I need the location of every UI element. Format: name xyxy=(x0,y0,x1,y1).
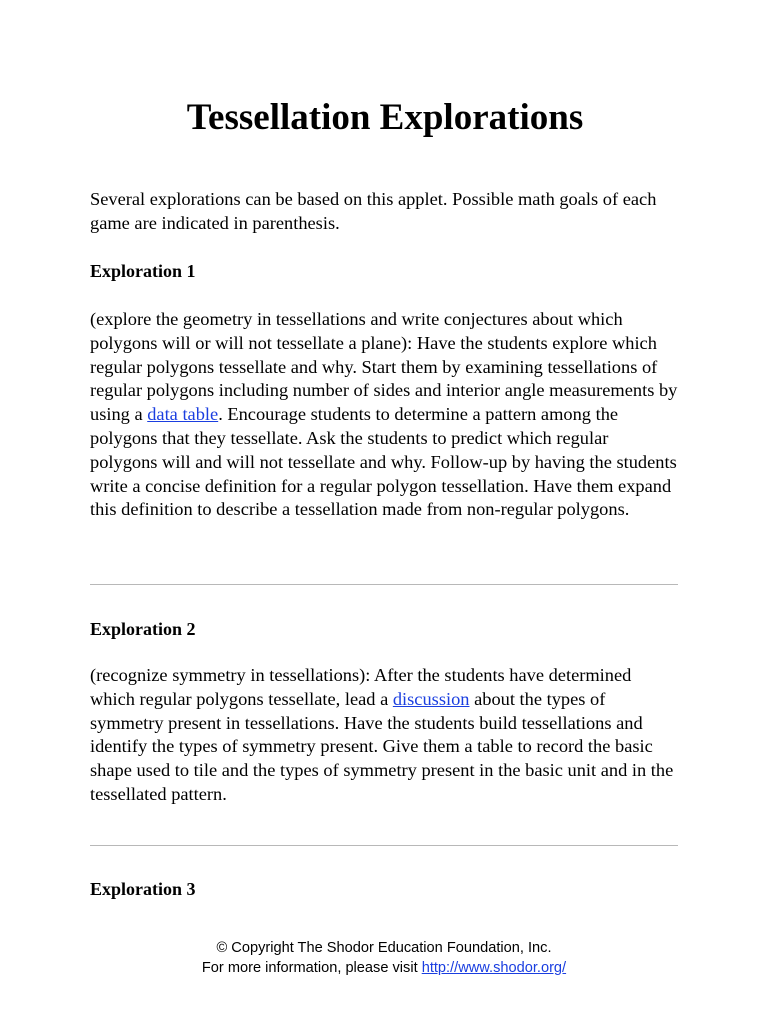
exploration-2-heading: Exploration 2 xyxy=(90,619,196,639)
section-divider xyxy=(90,584,678,585)
more-info-line xyxy=(0,959,768,979)
shodor-website-link[interactable]: http://www.shodor.org/ xyxy=(421,959,567,976)
exploration-1-text-start: (explore the geometry in tessellations and write conjectures about which polygons will or will not tessellate a plane): Have the students explore which regular polygons tessellate and why. Start them by examining tessellations of regular polygons including number of sides and interior angle measurements by using a xyxy=(90,309,678,425)
footer xyxy=(0,939,768,978)
exploration-2-text-start: (recognize symmetry in tessellations): After the students have determined which regular polygons tessellate, lead a xyxy=(90,665,632,709)
exploration-1-paragraph xyxy=(90,308,680,522)
copyright-line: © Copyright The Shodor Education Foundation, Inc. xyxy=(216,940,552,956)
section-divider xyxy=(90,845,678,846)
exploration-2-paragraph xyxy=(90,664,680,807)
discussion-link[interactable]: discussion xyxy=(392,688,470,709)
page-title: Tessellation Explorations xyxy=(186,97,584,138)
data-table-link[interactable]: data table xyxy=(147,404,219,425)
exploration-2-text-end: about the types of symmetry present in tessellations. Have the students build tessellations and identify the types of symmetry present. Give them a table to record the basic shape used to tile and the types of symmetry present in the basic unit and in the tessellated pattern. xyxy=(90,688,674,804)
exploration-3-heading: Exploration 3 xyxy=(90,879,196,899)
exploration-1-heading: Exploration 1 xyxy=(90,261,196,281)
exploration-1-text-end: . Encourage students to determine a pattern among the polygons that they tessellate. Ask the students to predict which regular polygons will and will not tessellate and why. Follow-up by having the students write a concise definition for a regular polygon tessellation. Have them expand this definition to describe a tessellation made from non-regular polygons. xyxy=(90,404,677,520)
intro-paragraph: Several explorations can be based on this applet. Possible math goals of each game are indicated in parenthesis. xyxy=(90,189,657,233)
more-info-text: For more information, please visit xyxy=(201,959,422,976)
